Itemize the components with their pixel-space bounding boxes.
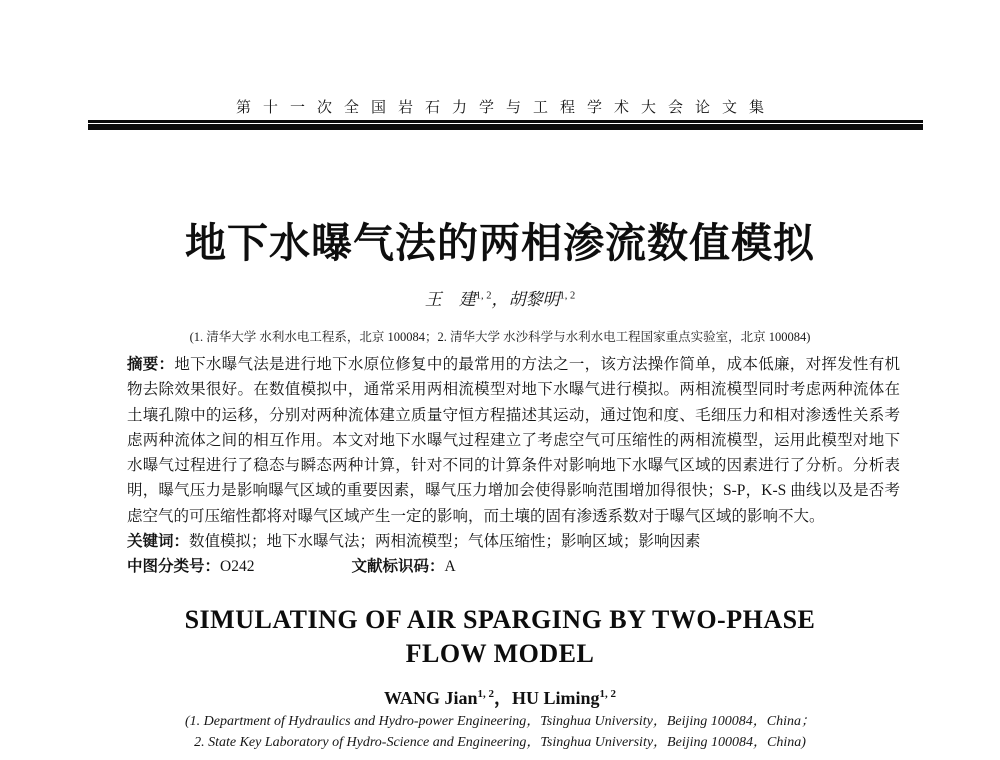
header-double-rule [88, 120, 923, 130]
front-matter-block [127, 352, 900, 580]
doc-code-label: 文献标识码： [351, 557, 445, 576]
affiliation-en [0, 712, 1000, 753]
paper-title-en-line2: FLOW MODEL [405, 639, 595, 668]
keywords-text: 数值模拟；地下水曝气法；两相流模型；气体压缩性；影响区域；影响因素 [189, 533, 701, 551]
author-en-2-superscript: 1, 2 [599, 688, 617, 700]
keywords-line [127, 529, 900, 554]
affiliation-zh: (1. 清华大学 水利水电工程系，北京 100084；2. 清华大学 水沙科学与水利水电工程国家重点实验室，北京 100084) [189, 330, 811, 344]
authors-zh [0, 285, 1000, 310]
author-en-1-superscript: 1, 2 [477, 688, 494, 700]
authors-en-separator: ， [494, 688, 512, 708]
doc-code-value: A [444, 558, 456, 576]
author-zh-1: 王 建 [424, 290, 476, 309]
affiliation-en-line2: 2. State Key Laboratory of Hydro-Science and Engineering，Tsinghua University，Beijing 100084，China) [194, 734, 806, 750]
clc-value: O242 [220, 558, 255, 576]
keywords-label: 关键词： [127, 532, 190, 551]
paper-title-en [0, 603, 1000, 671]
authors-en [0, 684, 1000, 710]
proceedings-running-head: 第十一次全国岩石力学与工程学术大会论文集 [235, 100, 776, 116]
classification-line [127, 554, 900, 579]
abstract-label: 摘要： [127, 355, 175, 373]
authors-zh-separator: ， [491, 290, 509, 309]
abstract-paragraph [127, 352, 900, 529]
author-zh-1-superscript: 1, 2 [475, 290, 492, 302]
author-zh-2: 胡黎明 [508, 290, 560, 309]
author-en-2: HU Liming [512, 688, 600, 708]
clc-label: 中图分类号： [127, 557, 221, 576]
author-zh-2-superscript: 1, 2 [559, 290, 576, 302]
abstract-text: 地下水曝气法是进行地下水原位修复中的最常用的方法之一，该方法操作简单，成本低廉，对挥发性有机物去除效果很好。在数值模拟中，通常采用两相流模型对地下水曝气进行模拟。两相流模型同时考虑两种流体在土壤孔隙中的运移，分别对两种流体建立质量守恒方程描述其运动，通过饱和度、毛细压力和相对渗透性关系考虑两种流体之间的相互作用。本文对地下水曝气过程建立了考虑空气可压缩性的两相流模型，运用此模型对地下水曝气过程进行了稳态与瞬态两种计算，针对不同的计算条件对影响地下水曝气区域的因素进行了分析。分析表明，曝气压力是影响曝气区域的重要因素，曝气压力增加会使得影响范围增加得很快；S-P，K-S 曲线以及是否考虑空气的可压缩性都将对曝气区域产生一定的影响，而土壤的固有渗透系数对于曝气区域的影响不大。 [127, 356, 900, 525]
paper-title-zh: 地下水曝气法的两相渗流数值模拟 [185, 219, 815, 267]
affiliation-en-line1: (1. Department of Hydraulics and Hydro-power Engineering，Tsinghua University，Beijing 100084，China； [184, 714, 816, 729]
paper-title-en-line1: SIMULATING OF AIR SPARGING BY TWO-PHASE [184, 605, 816, 634]
author-en-1: WANG Jian [383, 688, 478, 708]
